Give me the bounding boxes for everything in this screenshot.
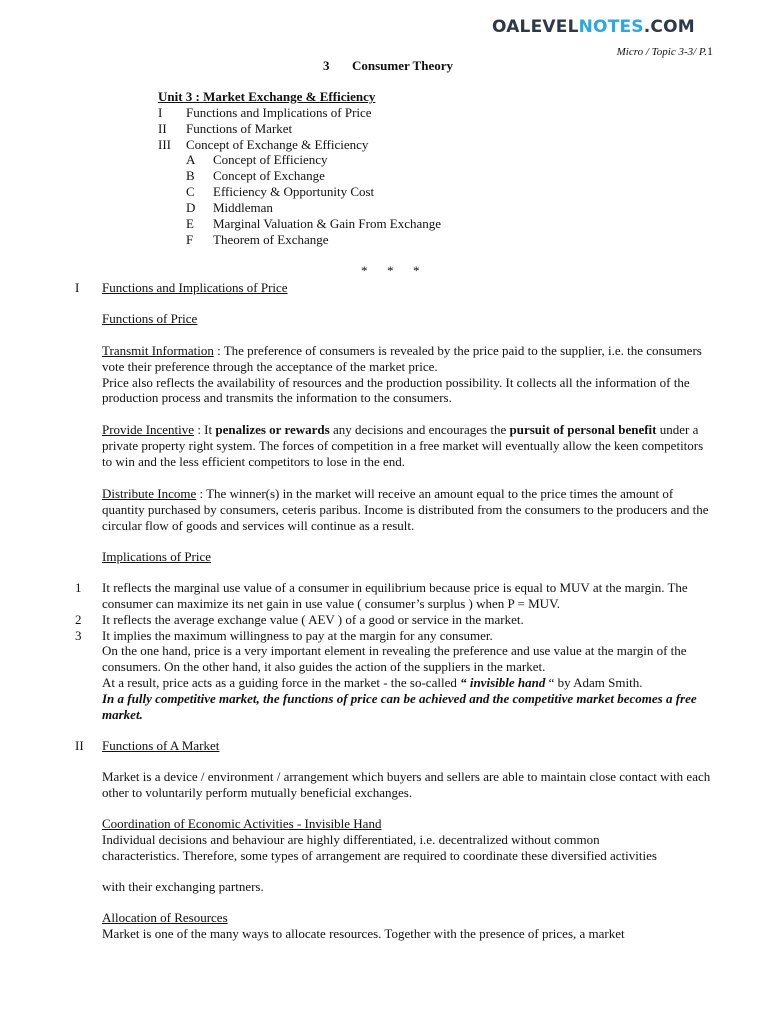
subsection-heading: Coordination of Economic Activities - Invisible Hand <box>102 816 382 831</box>
toc-sub-item: Theorem of Exchange <box>213 232 329 247</box>
term-label: Transmit Information <box>102 343 214 358</box>
paragraph-incentive: Provide Incentive : It penalizes or rewards any decisions and encourages the pursuit of personal benefit under a private property right system. The forces of competition in a free market will eventually allow the keen competitors to win and the less efficient competitors to lose in the end. <box>102 422 704 469</box>
subsection-heading: Allocation of Resources <box>102 910 228 925</box>
toc-item: Concept of Exchange & Efficiency <box>186 137 369 152</box>
term-label: Distribute Income <box>102 486 197 501</box>
separator: * * * <box>361 263 420 278</box>
list-number: 1 <box>75 580 82 595</box>
toc-sub-item: Concept of Exchange <box>213 168 325 183</box>
toc-sub-letter: A <box>186 152 196 167</box>
chapter-number: 3 <box>323 58 330 73</box>
paragraph-coordination-cont: with their exchanging partners. <box>102 879 264 894</box>
paragraph-market-intro: Market is a device / environment / arrangement which buyers and sellers are able to maintain close contact with each other to voluntarily perform mutually beneficial exchanges. <box>102 769 711 800</box>
unit-title: Unit 3 : Market Exchange & Efficiency <box>158 89 376 104</box>
toc-num: III <box>158 137 171 152</box>
toc-sub-letter: D <box>186 200 196 215</box>
toc-sub-letter: B <box>186 168 195 183</box>
section-title: Functions of A Market <box>102 738 220 753</box>
paragraph-transmit: Transmit Information : The preference of consumers is revealed by the price paid to the supplier, i.e. the consumers vote their preference through the acceptance of the market price. Price also reflects the availability of resources and the production possibility. It collects all the information of the production process and transmits the information to the consumers. <box>102 343 702 406</box>
list-item: It reflects the marginal use value of a consumer in equilibrium because price is equal to MUV at the margin. The consumer can maximize its net gain in use value ( consumer’s surplus ) when P = MUV. <box>102 580 688 611</box>
term-label: Provide Incentive <box>102 422 195 437</box>
subsection-heading: Implications of Price <box>102 549 212 564</box>
list-item: It reflects the average exchange value ( AEV ) of a good or service in the market. <box>102 612 524 627</box>
subsection-heading: Functions of Price <box>102 311 198 326</box>
toc-item: Functions and Implications of Price <box>186 105 372 120</box>
list-item: It implies the maximum willingness to pay at the margin for any consumer. <box>102 628 493 643</box>
toc-item: Functions of Market <box>186 121 293 136</box>
toc-sub-item: Concept of Efficiency <box>213 152 328 167</box>
paragraph-emphasis: In a fully competitive market, the functions of price can be achieved and the competitive market becomes a free market. <box>102 691 697 722</box>
paragraph-conclusion: On the one hand, price is a very important element in revealing the preference and use value at the margin of the consumers. On the other hand, it also guides the action of the suppliers in the market. <box>102 643 687 674</box>
toc-sub-item: Marginal Valuation & Gain From Exchange <box>213 216 442 231</box>
section-number: I <box>75 280 80 295</box>
toc-sub-item: Efficiency & Opportunity Cost <box>213 184 375 199</box>
site-logo: OALEVELNOTES.COM <box>492 17 695 37</box>
page-reference: Micro / Topic 3-3/ P.1 <box>616 44 713 58</box>
chapter-title: Consumer Theory <box>352 58 453 73</box>
toc-sub-item: Middleman <box>213 200 273 215</box>
section-number: II <box>75 738 84 753</box>
toc-sub-letter: F <box>186 232 194 247</box>
section-title: Functions and Implications of Price <box>102 280 288 295</box>
toc-num: I <box>158 105 163 120</box>
paragraph-allocation: Market is one of the many ways to allocate resources. Together with the presence of prices, a market <box>102 926 625 941</box>
list-number: 2 <box>75 612 82 627</box>
paragraph-invisible-hand: At a result, price acts as a guiding force in the market - the so-called “ invisible hand “ by Adam Smith. <box>102 675 643 690</box>
toc-sub-letter: C <box>186 184 195 199</box>
list-number: 3 <box>75 628 82 643</box>
toc-sub-letter: E <box>186 216 194 231</box>
paragraph-income: Distribute Income : The winner(s) in the market will receive an amount equal to the price times the amount of quantity purchased by consumers, ceteris paribus. Income is distributed from the consumers to the producers and the circular flow of goods and services will continue as a result. <box>102 486 709 533</box>
paragraph-coordination: Individual decisions and behaviour are highly differentiated, i.e. decentralized without common characteristics. Therefore, some types of arrangement are required to coordinate these diversified activities <box>102 832 657 863</box>
toc-num: II <box>158 121 167 136</box>
